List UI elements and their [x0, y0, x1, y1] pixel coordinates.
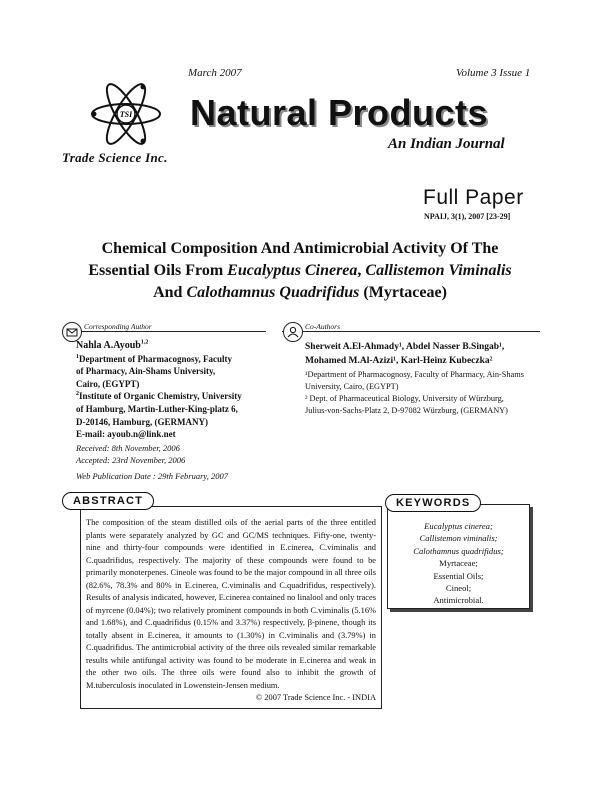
- keyword-item: Essential Oils;: [433, 570, 484, 581]
- abstract-heading: ABSTRACT: [62, 492, 154, 510]
- title-line-2: Essential Oils From Eucalyptus Cinerea, Callistemon Viminalis: [88, 262, 512, 279]
- logo-text: TSI: [119, 110, 133, 119]
- corresponding-author: Nahla A.Ayoub$^{1,2}$ $^1$Department of Pharmacognosy, Faculty of Pharmacy, Ain-Shams University, Cairo, (EGYPT) $^2$Institute of Organic Chemistry, University of Hamburg, Martin-Luther-King-platz 6, D-20146, Hamburg, (GERMANY) E-mail: ayoub.n@link.net: [76, 340, 276, 441]
- coauthors-label: Co-Authors: [305, 322, 341, 331]
- paper-title: [40, 238, 560, 304]
- paper-type: Full Paper: [423, 186, 524, 209]
- abstract-copyright: © 2007 Trade Science Inc. - INDIA: [255, 693, 376, 702]
- corresponding-label: Corresponding Author: [84, 322, 152, 331]
- keyword-item: Eucalyptus cinerea;: [424, 521, 493, 531]
- coauthors-names-1: Sherweit A.El-Ahmady¹, Abdel Nasser B.Singab¹,: [305, 342, 505, 352]
- keywords-list: [392, 520, 525, 607]
- received-date: Received: 8th November, 2006: [76, 443, 180, 453]
- citation: NPAIJ, 3(1), 2007 [23-29]: [424, 212, 511, 221]
- title-line-1: Chemical Composition And Antimicrobial Activity Of The: [101, 240, 499, 257]
- volume-issue: Volume 3 Issue 1: [456, 67, 531, 79]
- title-line-3: And Calothamnus Quadrifidus (Myrtaceae): [153, 284, 447, 301]
- corresponding-rule: [62, 331, 266, 332]
- coauthors-icon: [283, 322, 303, 342]
- keyword-item: Callistemon viminalis;: [419, 533, 498, 544]
- keyword-item: Calothamnus quadrifidus;: [413, 545, 504, 556]
- keyword-item: Myrtaceae;: [439, 558, 478, 569]
- journal-subtitle: An Indian Journal: [388, 136, 505, 152]
- coauthors-block: Sherweit A.El-Ahmady¹, Abdel Nasser B.Singab¹, Mohamed M.Al-Azizi¹, Karl-Heinz Kubeczka² ¹Department of Pharmacognosy, Faculty of Pharmacy, Ain-Shams University, Cairo, (EGYPT) ² Dept. of Pharmaceutical Biology, University of Würzburg, Julius-von-Sachs-Platz 2, D-97082 Würzburg, (GERMANY): [305, 340, 545, 417]
- publisher-name: Trade Science Inc.: [62, 150, 168, 165]
- journal-title: Natural Products: [190, 92, 489, 133]
- issue-date: March 2007: [188, 67, 242, 79]
- corresponding-name: Nahla A.Ayoub: [76, 340, 141, 351]
- accepted-date: Accepted: 23rd November, 2006: [76, 455, 186, 465]
- author-email: E-mail: ayoub.n@link.net: [76, 429, 176, 440]
- coauthors-names-2: Mohamed M.Al-Azizi¹, Karl-Heinz Kubeczka²: [305, 356, 493, 366]
- envelope-icon: [62, 322, 82, 342]
- keywords-heading: KEYWORDS: [385, 494, 481, 512]
- keyword-item: Cineol;: [445, 583, 472, 594]
- publisher-logo: [86, 82, 166, 146]
- abstract-text: The composition of the steam distilled oils of the aerial parts of the three entitled plants were separately analyzed by GC and GC/MS techniques. Fifty-one, twenty-nine and thirty-four compounds were identified in E.cinerea, C.viminalis and C.quadrifidus, respectively. The majority of these compounds were found to be primarily monoterpenes. Cineole was found to be the major compound in all three oils (82.6%, 78.3% and 80% in E.cinerea, C.viminalis and C.quadrifidus, respectively). Results of analysis indicated, however, E.cinerea contained no linalool and only traces of myrcene (0.04%); two relatively prominent compounds in both C.viminalis (5.16% and 1.68%), and C.quadrifidus (0.15% and 3.37%) respectively, β-pinene, though its totally absent in E.cinerea, it amounts to (1.30%) in C.viminalis and (3.79%) in C.quadrifidus. The antimicrobial activity of the three oils revealed similar remarkable results while antifungal activity was found to be moderate in E.cinerea and weak in the other two oils. The three oils were found also to inhibit the growth of M.tuberculosis inoculated in Lowenstein-Jensen medium. © 2007 Trade Science Inc. - INDIA: [86, 517, 376, 705]
- publication-date: Web Publication Date : 29th February, 2007: [76, 471, 228, 481]
- keyword-item: Antimicrobial.: [433, 595, 484, 606]
- coauthors-rule: [282, 331, 540, 332]
